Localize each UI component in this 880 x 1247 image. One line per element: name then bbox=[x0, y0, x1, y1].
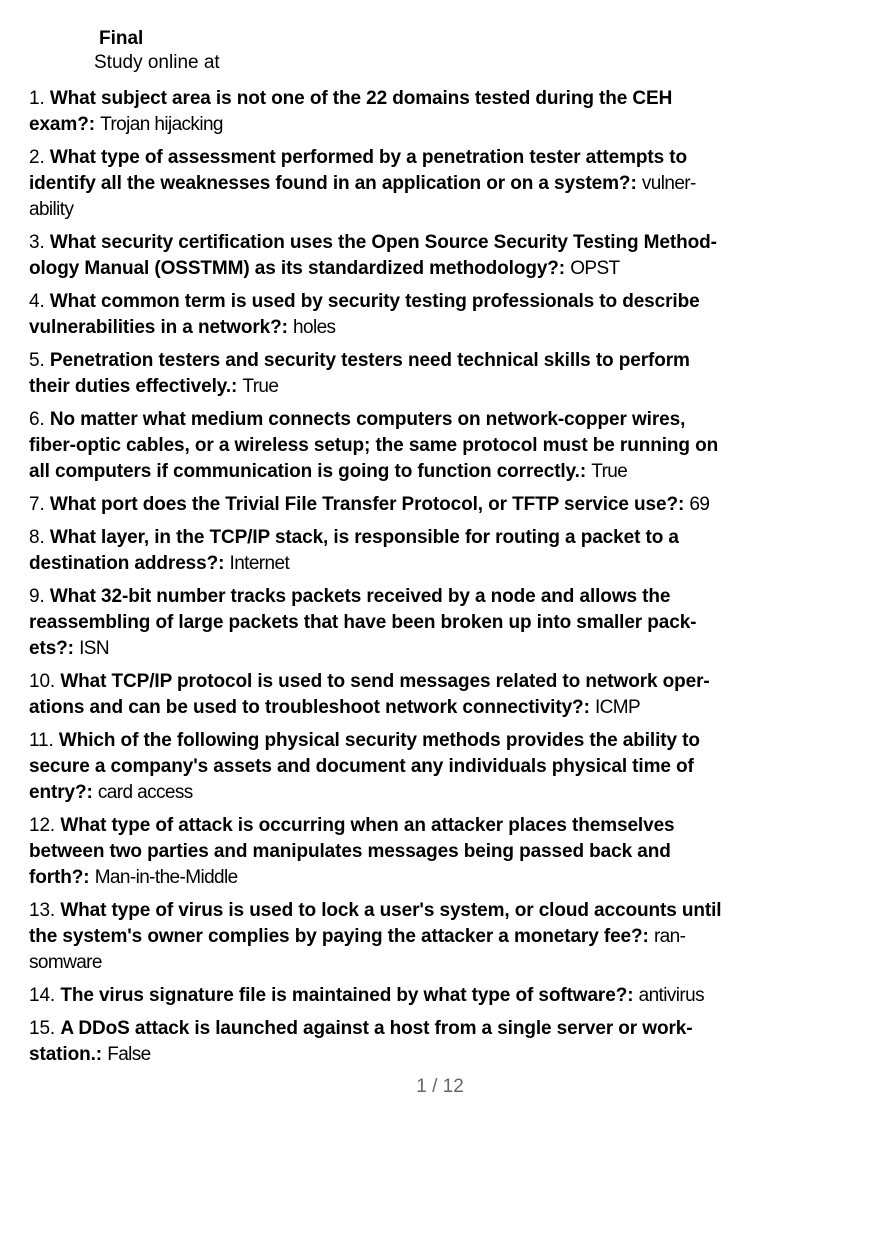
question-item-9 bbox=[29, 584, 735, 662]
question-text: Which of the following physical security methods provides the ability to secure a company's assets and document any individuals physical time of entry?: bbox=[29, 730, 700, 803]
question-item-6 bbox=[29, 407, 735, 485]
question-item-3 bbox=[29, 230, 735, 282]
answer-text: ran-somware bbox=[29, 926, 686, 973]
document-subtitle: Study online at bbox=[94, 52, 220, 73]
question-number: 2. bbox=[29, 147, 45, 168]
question-number: 7. bbox=[29, 494, 45, 515]
question-number: 5. bbox=[29, 350, 45, 371]
question-text: What TCP/IP protocol is used to send messages related to network oper-ations and can be used to troubleshoot network connectivity?: bbox=[29, 671, 710, 718]
question-text: What subject area is not one of the 22 domains tested during the CEH exam?: bbox=[29, 88, 673, 135]
question-number: 11. bbox=[29, 730, 54, 751]
question-item-1 bbox=[29, 86, 735, 138]
page-indicator: 1 / 12 bbox=[416, 1076, 464, 1097]
question-text: What 32-bit number tracks packets received by a node and allows the reassembling of large packets that have been broken up into smaller pack-ets?: bbox=[29, 586, 697, 659]
question-text: What type of attack is occurring when an attacker places themselves between two parties and manipulates messages being passed back and forth?: bbox=[29, 815, 675, 888]
question-text: What port does the Trivial File Transfer Protocol, or TFTP service use?: bbox=[49, 494, 685, 515]
question-number: 6. bbox=[29, 409, 45, 430]
question-item-12 bbox=[29, 813, 735, 891]
answer-text: ISN bbox=[79, 638, 109, 659]
question-number: 9. bbox=[29, 586, 45, 607]
question-number: 13. bbox=[29, 900, 56, 921]
question-text: No matter what medium connects computers on network-copper wires, fiber-optic cables, or a wireless setup; the same protocol must be running on all computers if communication is going to function correctly.: bbox=[29, 409, 719, 482]
question-item-10 bbox=[29, 669, 735, 721]
question-text: Penetration testers and security testers need technical skills to perform their duties effectively.: bbox=[29, 350, 690, 397]
answer-text: True bbox=[242, 376, 279, 397]
answer-text: holes bbox=[293, 317, 336, 338]
question-text: What common term is used by security testing professionals to describe vulnerabilities in a network?: bbox=[29, 291, 700, 338]
answer-text: OPST bbox=[570, 258, 620, 279]
answer-text: False bbox=[107, 1044, 151, 1065]
question-item-2 bbox=[29, 145, 735, 223]
answer-text: ICMP bbox=[594, 697, 641, 718]
question-item-8 bbox=[29, 525, 735, 577]
answer-text: card access bbox=[97, 782, 193, 803]
question-number: 10. bbox=[29, 671, 56, 692]
question-item-14 bbox=[29, 983, 735, 1009]
answer-text: antivirus bbox=[638, 985, 704, 1006]
question-number: 1. bbox=[29, 88, 45, 109]
question-text: What security certification uses the Open Source Security Testing Method-ology Manual (OSSTMM) as its standardized methodology?: bbox=[29, 232, 717, 279]
question-number: 14. bbox=[29, 985, 56, 1006]
question-text: What layer, in the TCP/IP stack, is responsible for routing a packet to a destination address?: bbox=[29, 527, 679, 574]
question-number: 8. bbox=[29, 527, 45, 548]
question-list bbox=[29, 86, 735, 1075]
answer-text: Internet bbox=[229, 553, 290, 574]
question-item-15 bbox=[29, 1016, 735, 1068]
document-header bbox=[94, 27, 220, 75]
question-item-11 bbox=[29, 728, 735, 806]
answer-text: True bbox=[591, 461, 628, 482]
question-text: What type of virus is used to lock a user's system, or cloud accounts until the system's owner complies by paying the attacker a monetary fee?: bbox=[29, 900, 722, 947]
question-item-7 bbox=[29, 492, 735, 518]
question-text: The virus signature file is maintained by what type of software?: bbox=[60, 985, 634, 1006]
question-item-4 bbox=[29, 289, 735, 341]
question-number: 12. bbox=[29, 815, 56, 836]
answer-text: vulner-ability bbox=[29, 173, 696, 220]
question-text: What type of assessment performed by a penetration tester attempts to identify all the weaknesses found in an application or on a system?: bbox=[29, 147, 687, 194]
question-item-5 bbox=[29, 348, 735, 400]
question-item-13 bbox=[29, 898, 735, 976]
document-title: Final bbox=[99, 28, 144, 49]
question-number: 4. bbox=[29, 291, 45, 312]
answer-text: Trojan hijacking bbox=[100, 114, 223, 135]
question-text: A DDoS attack is launched against a host from a single server or work-station.: bbox=[29, 1018, 693, 1065]
answer-text: 69 bbox=[689, 494, 710, 515]
question-number: 3. bbox=[29, 232, 45, 253]
answer-text: Man-in-the-Middle bbox=[94, 867, 238, 888]
question-number: 15. bbox=[29, 1018, 56, 1039]
